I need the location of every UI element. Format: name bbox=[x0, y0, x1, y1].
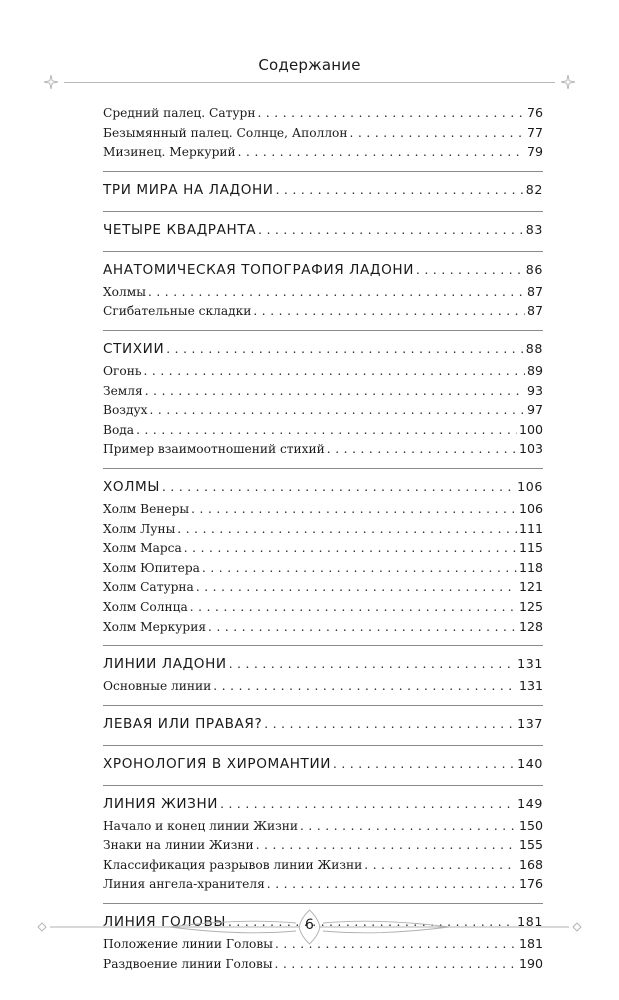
toc-entry bbox=[103, 857, 543, 877]
toc-entry-label: Холм Луны bbox=[103, 521, 176, 536]
toc-entry-page-number: 76 bbox=[526, 105, 543, 120]
table-of-contents bbox=[103, 105, 543, 975]
toc-entry bbox=[103, 521, 543, 541]
toc-entry-page-number: 97 bbox=[526, 402, 543, 418]
toc-chapter-heading-page-number: 137 bbox=[517, 715, 543, 731]
toc-entry-label: Сгибательные складки bbox=[103, 304, 252, 319]
dot-leader bbox=[416, 262, 524, 278]
toc-entry bbox=[103, 619, 543, 639]
toc-entry-label: Безымянный палец. Солнце, Аполлон bbox=[103, 125, 348, 140]
toc-entry-page-number: 168 bbox=[518, 856, 543, 872]
dot-leader bbox=[220, 796, 515, 812]
dot-leader bbox=[364, 858, 517, 872]
toc-entry-label: Классификация разрывов линии Жизни bbox=[103, 857, 363, 872]
toc-chapter-heading bbox=[103, 796, 543, 818]
toc-entry bbox=[103, 818, 543, 838]
toc-entry-page-number: 181 bbox=[518, 936, 543, 952]
toc-chapter-heading bbox=[103, 716, 543, 738]
toc-entry bbox=[103, 303, 543, 323]
toc-entry bbox=[103, 144, 543, 164]
toc-chapter-heading-page-number: 88 bbox=[525, 340, 543, 356]
toc-chapter-heading-label: ХРОНОЛОГИЯ В ХИРОМАНТИИ bbox=[103, 755, 331, 772]
toc-entry bbox=[103, 501, 543, 521]
section-divider bbox=[103, 211, 543, 212]
dot-leader bbox=[213, 679, 517, 693]
dot-leader bbox=[264, 716, 515, 732]
toc-entry bbox=[103, 956, 543, 976]
toc-chapter-heading bbox=[103, 262, 543, 284]
toc-chapter-heading-page-number: 131 bbox=[517, 656, 543, 672]
section-divider bbox=[103, 903, 543, 904]
toc-entry-page-number: 106 bbox=[518, 500, 543, 516]
toc-chapter-heading-label: ХОЛМЫ bbox=[103, 478, 160, 495]
dot-leader bbox=[190, 600, 517, 614]
toc-entry-label: Средний палец. Сатурн bbox=[103, 106, 256, 120]
toc-chapter-heading-label: АНАТОМИЧЕСКАЯ ТОПОГРАФИЯ ЛАДОНИ bbox=[103, 261, 415, 278]
dot-leader bbox=[148, 285, 525, 299]
toc-entry-label: Холм Марса bbox=[103, 541, 182, 556]
dot-leader bbox=[327, 442, 517, 456]
section-divider bbox=[103, 645, 543, 646]
dot-leader bbox=[150, 403, 525, 417]
toc-entry-label: Вода bbox=[103, 422, 135, 437]
toc-entry bbox=[103, 284, 543, 304]
section-divider bbox=[103, 468, 543, 469]
dot-leader bbox=[145, 384, 525, 398]
toc-entry-page-number: 131 bbox=[518, 678, 543, 694]
page-number: 6 bbox=[305, 917, 314, 933]
toc-entry-page-number: 89 bbox=[526, 362, 543, 378]
toc-chapter-heading-label: ЛИНИИ ЛАДОНИ bbox=[103, 656, 227, 673]
toc-entry bbox=[103, 363, 543, 383]
toc-chapter-heading-page-number: 181 bbox=[517, 914, 543, 930]
toc-chapter-heading-page-number: 149 bbox=[517, 795, 543, 811]
toc-chapter-heading-page-number: 140 bbox=[517, 755, 543, 771]
dot-leader bbox=[350, 126, 525, 140]
toc-entry-label: Холм Юпитера bbox=[103, 560, 200, 575]
toc-entry-label: Холм Венеры bbox=[103, 501, 190, 516]
toc-entry-label: Линия ангела-хранителя bbox=[103, 877, 265, 892]
dot-leader bbox=[191, 502, 517, 516]
toc-chapter-heading bbox=[103, 222, 543, 244]
dot-leader bbox=[253, 304, 525, 318]
dot-leader bbox=[258, 222, 524, 238]
header-rule bbox=[64, 82, 555, 83]
toc-entry bbox=[103, 579, 543, 599]
toc-chapter-heading-label: ТРИ МИРА НА ЛАДОНИ bbox=[103, 181, 274, 198]
toc-entry bbox=[103, 383, 543, 403]
section-divider bbox=[103, 705, 543, 706]
toc-entry-page-number: 111 bbox=[518, 520, 543, 536]
toc-entry-page-number: 93 bbox=[526, 382, 543, 398]
toc-entry-page-number: 150 bbox=[518, 817, 543, 833]
toc-entry bbox=[103, 876, 543, 896]
toc-entry-page-number: 190 bbox=[518, 955, 543, 971]
toc-entry-label: Пример взаимоотношений стихий bbox=[103, 442, 325, 457]
page-title: Содержание bbox=[258, 56, 361, 74]
dot-leader bbox=[229, 656, 515, 672]
toc-entry bbox=[103, 441, 543, 461]
toc-entry-page-number: 79 bbox=[526, 144, 543, 160]
toc-entry bbox=[103, 837, 543, 857]
dot-leader bbox=[276, 182, 524, 198]
toc-entry bbox=[103, 105, 543, 125]
dot-leader bbox=[267, 877, 517, 891]
toc-entry-label: Основные линии bbox=[103, 679, 212, 694]
toc-entry-label: Холм Меркурия bbox=[103, 619, 207, 634]
toc-chapter-heading-label: ЛИНИЯ ЖИЗНИ bbox=[103, 795, 219, 812]
toc-entry bbox=[103, 422, 543, 442]
toc-entry-page-number: 87 bbox=[526, 283, 543, 299]
toc-chapter-heading-label: ЛЕВАЯ ИЛИ ПРАВАЯ? bbox=[103, 715, 263, 732]
toc-entry-label: Раздвоение линии Головы bbox=[103, 956, 273, 971]
dot-leader bbox=[136, 423, 517, 437]
toc-chapter-heading-page-number: 82 bbox=[525, 181, 543, 197]
dot-leader bbox=[275, 957, 517, 971]
dot-leader bbox=[143, 364, 524, 378]
toc-entry-page-number: 155 bbox=[518, 837, 543, 853]
dot-leader bbox=[162, 479, 515, 495]
toc-entry-label: Начало и конец линии Жизни bbox=[103, 818, 298, 833]
toc-entry bbox=[103, 678, 543, 698]
toc-entry-page-number: 77 bbox=[526, 124, 543, 140]
toc-entry-label: Положение линии Головы bbox=[103, 937, 273, 952]
section-divider bbox=[103, 251, 543, 252]
toc-chapter-heading bbox=[103, 182, 543, 204]
dot-leader bbox=[166, 341, 524, 357]
dot-leader bbox=[177, 522, 517, 536]
toc-entry-label: Огонь bbox=[103, 363, 142, 378]
dot-leader bbox=[256, 838, 517, 852]
toc-entry-label: Знаки на линии Жизни bbox=[103, 838, 254, 853]
toc-chapter-heading-label: ЛИНИЯ ГОЛОВЫ bbox=[103, 914, 226, 931]
star-ornament-icon bbox=[44, 75, 58, 89]
toc-entry-label: Холмы bbox=[103, 284, 146, 299]
toc-entry-label: Холм Солнца bbox=[103, 599, 188, 614]
toc-entry-page-number: 176 bbox=[518, 876, 543, 892]
toc-entry bbox=[103, 402, 543, 422]
toc-entry-page-number: 103 bbox=[518, 441, 543, 457]
toc-entry-page-number: 115 bbox=[518, 540, 543, 556]
toc-entry-page-number: 87 bbox=[526, 303, 543, 319]
toc-entry-page-number: 128 bbox=[518, 618, 543, 634]
dot-leader bbox=[257, 106, 525, 120]
toc-entry bbox=[103, 125, 543, 145]
dot-leader bbox=[333, 756, 515, 772]
star-ornament-icon bbox=[561, 75, 575, 89]
toc-chapter-heading-page-number: 106 bbox=[517, 478, 543, 494]
toc-entry-label: Земля bbox=[103, 383, 143, 398]
toc-entry-page-number: 118 bbox=[518, 559, 543, 575]
dot-leader bbox=[300, 819, 517, 833]
dot-leader bbox=[202, 561, 517, 575]
toc-entry bbox=[103, 560, 543, 580]
toc-entry-page-number: 125 bbox=[518, 598, 543, 614]
dot-leader bbox=[196, 580, 517, 594]
toc-entry-label: Мизинец. Меркурий bbox=[103, 145, 236, 160]
toc-entry-page-number: 121 bbox=[518, 579, 543, 595]
section-divider bbox=[103, 785, 543, 786]
section-divider bbox=[103, 171, 543, 172]
dot-leader bbox=[184, 541, 517, 555]
toc-chapter-heading-page-number: 86 bbox=[525, 261, 543, 277]
toc-chapter-heading-label: СТИХИИ bbox=[103, 340, 165, 357]
toc-entry-label: Воздух bbox=[103, 403, 148, 418]
toc-entry bbox=[103, 599, 543, 619]
toc-entry bbox=[103, 540, 543, 560]
toc-chapter-heading bbox=[103, 479, 543, 501]
toc-entry-label: Холм Сатурна bbox=[103, 580, 194, 595]
toc-chapter-heading-label: ЧЕТЫРЕ КВАДРАНТА bbox=[103, 221, 257, 238]
dot-leader bbox=[208, 620, 517, 634]
section-divider bbox=[103, 745, 543, 746]
toc-entry-page-number: 100 bbox=[518, 421, 543, 437]
toc-chapter-heading-page-number: 83 bbox=[525, 221, 543, 237]
toc-chapter-heading bbox=[103, 756, 543, 778]
dot-leader bbox=[238, 145, 525, 159]
toc-chapter-heading bbox=[103, 656, 543, 678]
toc-chapter-heading bbox=[103, 341, 543, 363]
section-divider bbox=[103, 330, 543, 331]
